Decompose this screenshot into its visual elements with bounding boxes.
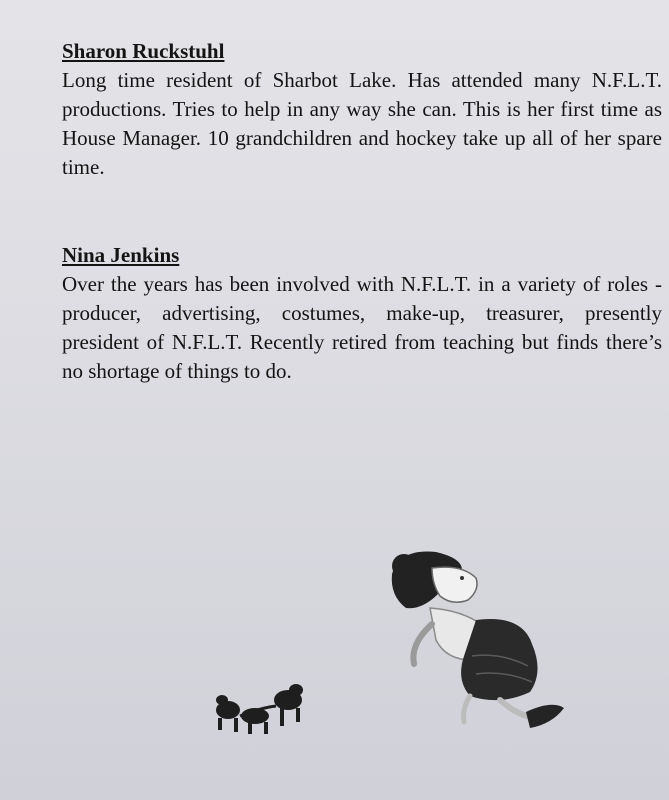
small-dogs-icon — [216, 684, 303, 734]
bio-name: Nina Jenkins — [62, 243, 180, 267]
clipart-illustration — [200, 540, 580, 750]
running-girl-icon — [392, 551, 564, 728]
bio-name: Sharon Ruckstuhl — [62, 39, 225, 63]
bio-description: Over the years has been involved with N.F.L.T. in a variety of roles - producer, advertising, costumes, make-up, treasurer, presently president of N.F.L.T. Recently retired from teaching but finds there’s no shortage of things to do. — [62, 272, 662, 383]
bio-description: Long time resident of Sharbot Lake. Has attended many N.F.L.T. productions. Tries to help in any way she can. This is her first time as House Manager. 10 grandchildren and hockey take up all of her spare time. — [62, 68, 662, 179]
bio-nina-jenkins — [62, 240, 662, 386]
bio-sharon-ruckstuhl — [62, 36, 662, 182]
